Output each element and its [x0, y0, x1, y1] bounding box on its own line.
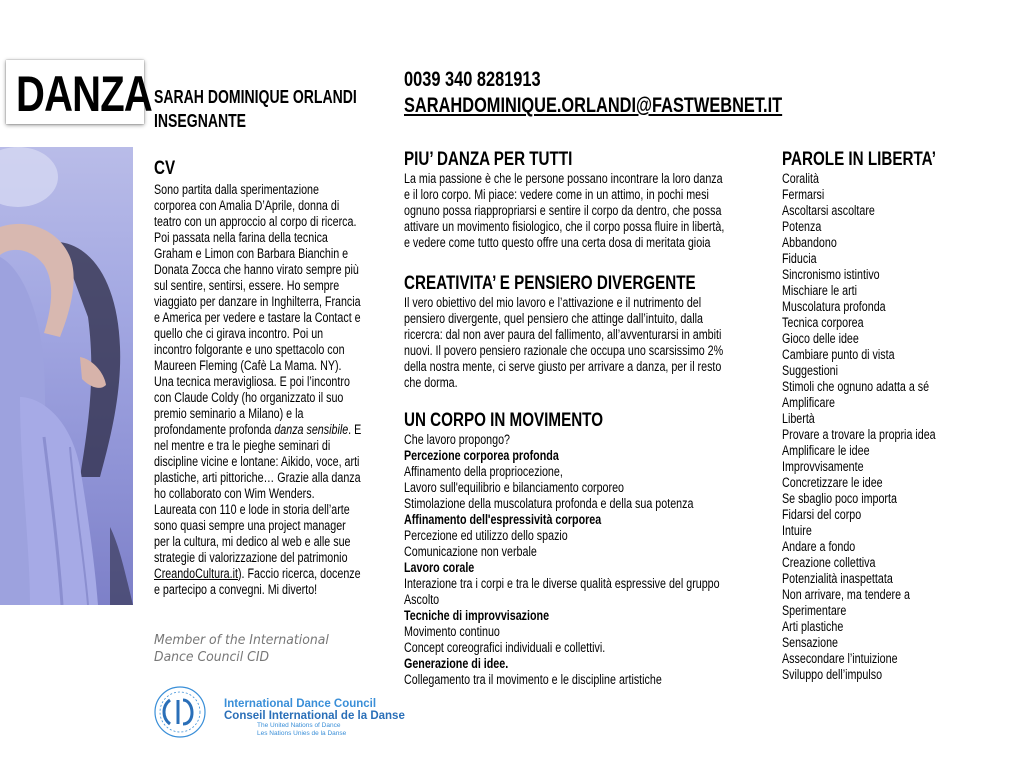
section-line: Stimolazione della muscolatura profonda e della sua potenza	[404, 496, 694, 511]
parole-item: Abbandono	[782, 235, 837, 250]
cv-line	[154, 422, 361, 438]
section-corpo-title: UN CORPO IN MOVIMENTO	[404, 410, 604, 431]
contact-phone: 0039 340 8281913	[404, 68, 541, 91]
section-line: che dorma.	[404, 375, 458, 390]
parole-item: Mischiare le arti	[782, 283, 858, 298]
idc-subtitle-en: The United Nations of Dance	[257, 722, 341, 729]
cv-line: sono quasi sempre una project manager	[154, 518, 346, 533]
section-danza-title: PIU’ DANZA PER TUTTI	[404, 149, 573, 170]
section-danza-text	[404, 171, 724, 251]
section-subheading: Affinamento dell'espressività corporea	[404, 512, 602, 527]
section-line: Collegamento tra il movimento e le discipline artistiche	[404, 672, 662, 687]
cv-text	[154, 182, 361, 598]
parole-item: Coralità	[782, 171, 819, 186]
section-line: La mia passione è che le persone possano incontrare la loro danza	[404, 171, 723, 186]
parole-item: Fidarsi del corpo	[782, 507, 862, 522]
section-subheading: Tecniche di improvvisazione	[404, 608, 550, 623]
cv-line: con Claude Coldy (ho organizzato il suo	[154, 390, 344, 405]
section-line: e il loro corpo. Mi piace: vedere come in un attimo, in pochi mesi	[404, 187, 709, 202]
section-danza	[404, 149, 804, 251]
author-name: SARAH DOMINIQUE ORLANDI	[154, 87, 357, 107]
cv-line: teatro con un approccio al corpo di ricerca.	[154, 214, 357, 229]
dancer-photo	[0, 147, 133, 605]
parole-item: Libertà	[782, 411, 815, 426]
cv-line	[154, 566, 361, 582]
parole-item: Amplificare le idee	[782, 443, 870, 458]
cv-line-text: ). Faccio ricerca, docenze	[237, 566, 361, 581]
parole-item: Andare a fondo	[782, 539, 856, 554]
cv-line: incontro folgorante e uno spettacolo con	[154, 342, 345, 357]
contact-email-link[interactable]: SARAHDOMINIQUE.ORLANDI@FASTWEBNET.IT	[404, 94, 783, 117]
cv-line: quello che ci girava incontro. Poi un	[154, 326, 324, 341]
section-line: e vedere come tutto questo offre una certa dosa di meritata gioia	[404, 235, 711, 250]
section-line: attivare un movimento fisiologico, che il corpo possa fluire in libertà,	[404, 219, 725, 234]
cv-line: Donata Zocca che hanno virato sempre più	[154, 262, 359, 277]
parole-item: Sperimentare	[782, 603, 847, 618]
parole-item: Tecnica corporea	[782, 315, 864, 330]
parole-item: Improvvisamente	[782, 459, 864, 474]
cv-line: Laureata con 110 e lode in storia dell’arte	[154, 502, 350, 517]
cv-line: Una tecnica meravigliosa. E poi l’incontro	[154, 374, 350, 389]
parole-item: Intuire	[782, 523, 812, 538]
parole-item: Concretizzare le idee	[782, 475, 883, 490]
section-line: Interazione tra i corpi e tra le diverse qualità espressive del gruppo	[404, 576, 720, 591]
cv-line: ho collaborato con Wim Wenders.	[154, 486, 315, 501]
section-creativita-title: CREATIVITA’ E PENSIERO DIVERGENTE	[404, 273, 696, 294]
section-line: Affinamento della propriocezione,	[404, 464, 563, 479]
cv-line-text: profondamente profonda	[154, 422, 272, 437]
cv-line: sul sentire, sentirsi, essere. Ho sempre	[154, 278, 340, 293]
idc-name-fr: Conseil International de la Danse	[224, 710, 405, 722]
cv-title: CV	[154, 158, 176, 179]
cv-line: Maureen Fleming (Cafè La Mama. NY).	[154, 358, 342, 373]
cv-line: corporea con Amalia D’Aprile, donna di	[154, 198, 340, 213]
parole-item: Cambiare punto di vista	[782, 347, 895, 362]
member-note-line: Dance Council CID	[154, 649, 270, 665]
cv-line: premio seminario a Milano) e la	[154, 406, 304, 421]
author-block	[154, 85, 414, 133]
parole-item: Muscolatura profonda	[782, 299, 886, 314]
section-subheading: Lavoro corale	[404, 560, 475, 575]
parole-item: Creazione collettiva	[782, 555, 876, 570]
cv-section	[154, 158, 413, 598]
section-line: Che lavoro propongo?	[404, 432, 511, 447]
section-line: pensiero divergente, quel pensiero che attinge dall’intuito, dalla	[404, 311, 703, 326]
parole-item: Sviluppo dell’impulso	[782, 667, 883, 682]
title-box	[6, 60, 152, 124]
dancer-illustration	[0, 147, 133, 605]
parole-item: Se sbaglio poco importa	[782, 491, 897, 506]
cv-line: nel mentre e tra le pieghe seminari di	[154, 438, 331, 453]
parole-item: Non arrivare, ma tendere a	[782, 587, 911, 602]
parole-item: Potenzialità inaspettata	[782, 571, 893, 586]
section-parole	[782, 149, 974, 683]
parole-item: Ascoltarsi ascoltare	[782, 203, 875, 218]
member-note	[154, 632, 329, 666]
creandocultura-link[interactable]: CreandoCultura.it	[154, 566, 238, 581]
parole-item: Gioco delle idee	[782, 331, 859, 346]
parole-item: Stimoli che ognuno adatta a sé	[782, 379, 930, 394]
cv-line: Poi passata nella farina della tecnica	[154, 230, 328, 245]
parole-list	[782, 171, 936, 683]
section-line: Lavoro sull'equilibrio e bilanciamento corporeo	[404, 480, 624, 495]
cv-line: plastiche, arti pittoriche… Grazie alla danza	[154, 470, 361, 485]
idc-subtitle-fr: Les Nations Unies de la Danse	[257, 730, 347, 737]
section-line: Comunicazione non verbale	[404, 544, 537, 559]
section-creativita-text	[404, 295, 723, 391]
parole-item: Potenza	[782, 219, 822, 234]
parole-item: Sensazione	[782, 635, 838, 650]
section-parole-title: PAROLE IN LIBERTA’	[782, 149, 936, 170]
section-line: della nostra mente, ci serve giusto per arrivare a danza, per il resto	[404, 359, 722, 374]
idc-name-en: International Dance Council	[224, 698, 377, 710]
page-title: DANZA	[16, 66, 152, 122]
cv-line: e America per vedere e tastare la Contact e	[154, 310, 361, 325]
parole-item: Sincronismo istintivo	[782, 267, 880, 282]
section-corpo-text	[404, 432, 720, 688]
section-line: Ascolto	[404, 592, 440, 607]
cv-line-tail: . E	[348, 422, 362, 437]
contact-block	[404, 67, 889, 119]
cv-line: e partecipo a convegni. Mi diverto!	[154, 582, 318, 597]
parole-item: Provare a trovare la propria idea	[782, 427, 936, 442]
section-line: ricercra: dal non aver paura del fallimento, all’avventurarsi in ambiti	[404, 327, 722, 342]
cv-italic-phrase: danza sensibile	[274, 422, 349, 437]
parole-item: Suggestioni	[782, 363, 838, 378]
section-line: Movimento continuo	[404, 624, 500, 639]
cv-line: Sono partita dalla sperimentazione	[154, 182, 319, 197]
parole-item: Fiducia	[782, 251, 817, 266]
cv-line: Graham e Limon con Barbara Bianchin e	[154, 246, 349, 261]
parole-item: Assecondare l’intuizione	[782, 651, 898, 666]
section-subheading: Generazione di idee.	[404, 656, 509, 671]
parole-item: Amplificare	[782, 395, 835, 410]
parole-item: Fermarsi	[782, 187, 825, 202]
idc-emblem-icon	[152, 684, 212, 740]
cv-line: strategie di valorizzazione del patrimonio	[154, 550, 348, 565]
section-corpo	[404, 410, 799, 688]
cv-line: viaggiato per danzare in Inghilterra, Francia	[154, 294, 361, 309]
member-note-line: Member of the International	[154, 632, 329, 648]
section-line: ognuno possa riappropriarsi e sentire il corpo da dentro, che possa	[404, 203, 722, 218]
section-line: Percezione ed utilizzo dello spazio	[404, 528, 568, 543]
cv-line: discipline vicine e lontane: Aikido, voce, arti	[154, 454, 360, 469]
cv-line: per la cultura, mi dedico al web e alle sue	[154, 534, 351, 549]
section-line: Il vero obiettivo del mio lavoro e l’attivazione e il nutrimento del	[404, 295, 702, 310]
section-line: nuovi. Il povero pensiero razionale che occupa uno scarsissimo 2%	[404, 343, 724, 358]
parole-item: Arti plastiche	[782, 619, 844, 634]
section-creativita	[404, 273, 803, 391]
author-role: INSEGNANTE	[154, 111, 247, 131]
section-line: Concept coreografici individuali e collettivi.	[404, 640, 606, 655]
idc-logo	[152, 684, 405, 740]
section-subheading: Percezione corporea profonda	[404, 448, 559, 463]
